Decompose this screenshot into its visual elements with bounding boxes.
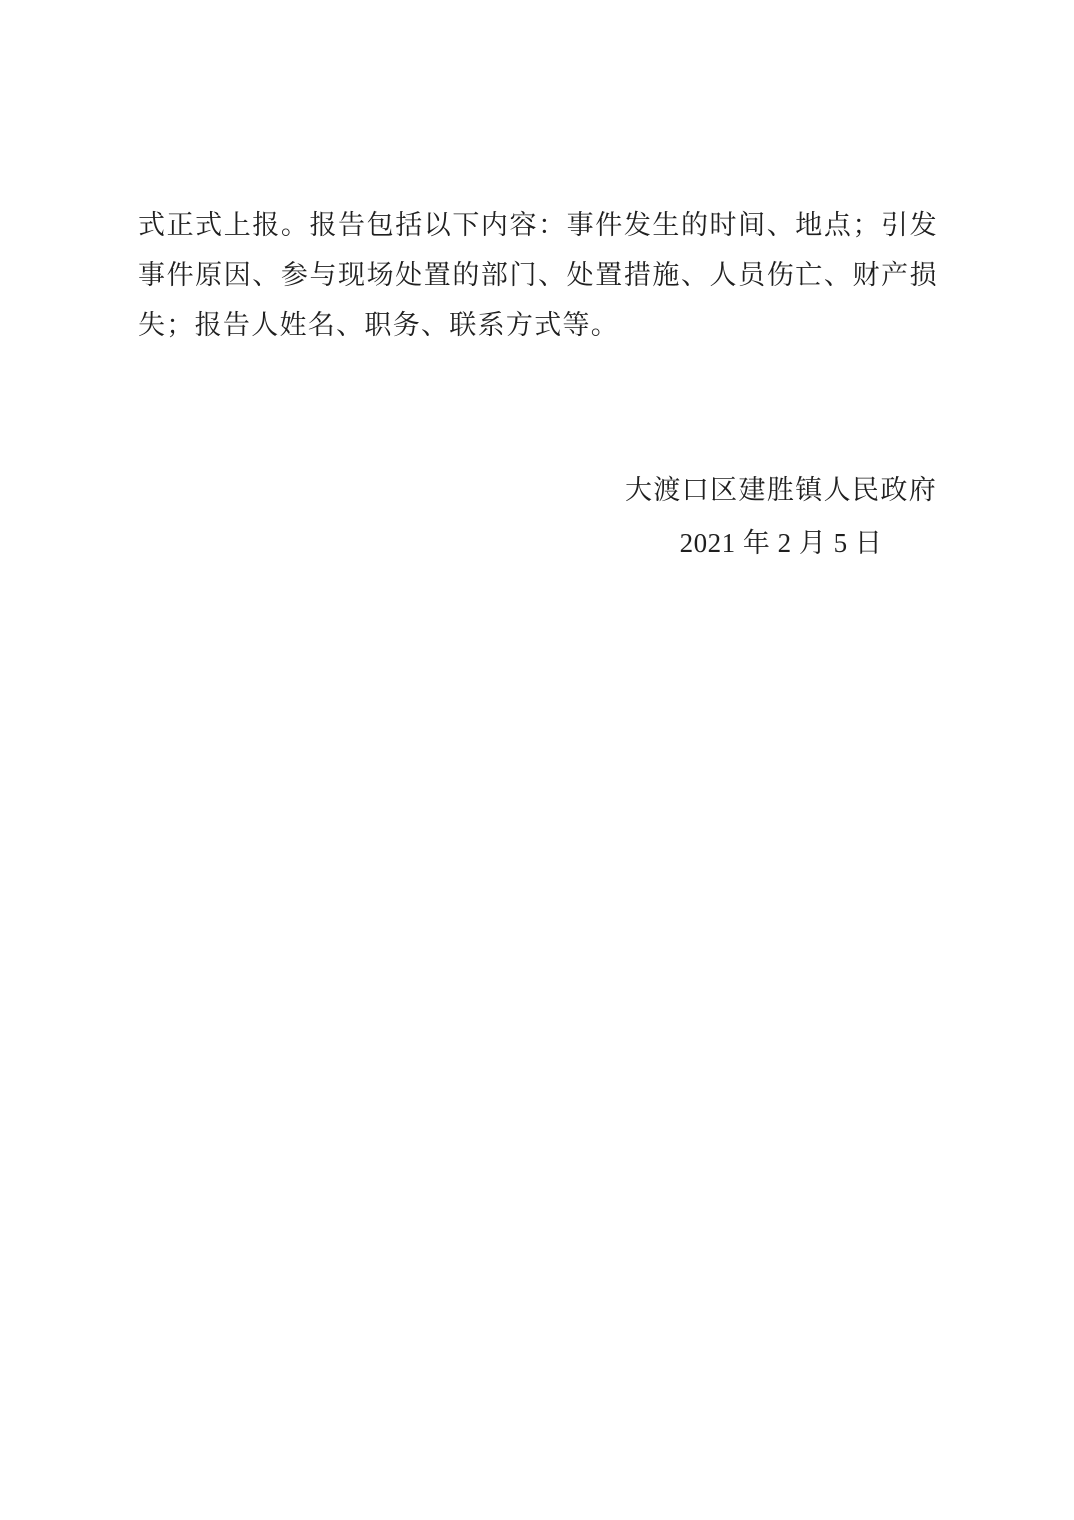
body-paragraph bbox=[138, 200, 938, 350]
body-line-2: 事件原因、参与现场处置的部门、处置措施、人员伤亡、财产损 bbox=[138, 260, 938, 290]
signature-organization: 大渡口区建胜镇人民政府 bbox=[625, 475, 937, 505]
body-line-3: 失；报告人姓名、职务、联系方式等。 bbox=[138, 310, 620, 340]
signature-block bbox=[625, 465, 937, 571]
signature-date: 2021 年 2 月 5 日 bbox=[679, 528, 883, 558]
body-line-1: 式正式上报。报告包括以下内容：事件发生的时间、地点；引发 bbox=[138, 210, 938, 240]
